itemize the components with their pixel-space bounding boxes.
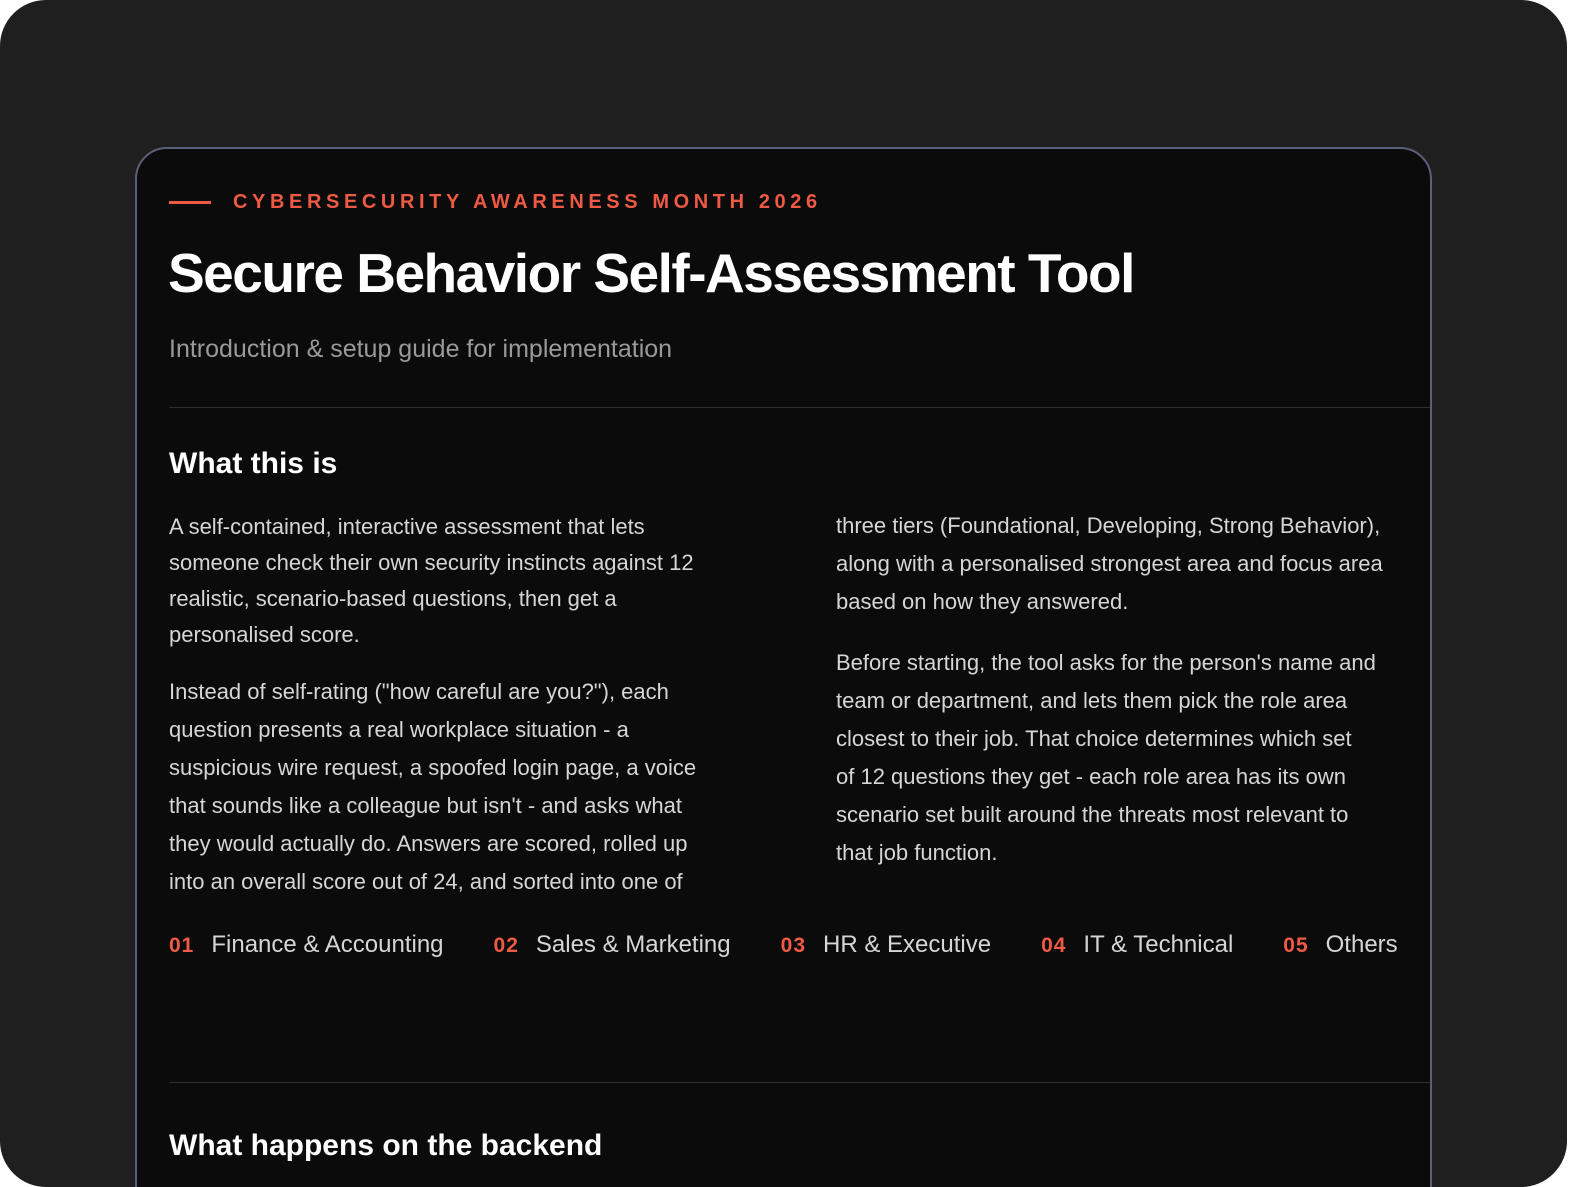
text-line: into an overall score out of 24, and sorted into one of <box>169 869 683 894</box>
role-item-hr <box>781 931 991 959</box>
role-number: 03 <box>780 934 806 957</box>
text-line: that job function. <box>836 840 998 865</box>
role-label: Finance & Accounting <box>211 931 444 958</box>
role-number: 04 <box>1041 934 1067 957</box>
text-line: scenario set built around the threats most relevant to <box>836 802 1349 827</box>
role-label: Others <box>1325 931 1398 958</box>
text-line: suspicious wire request, a spoofed login page, a voice <box>169 755 697 780</box>
eyebrow-text: CYBERSECURITY AWARENESS MONTH 2026 <box>233 191 822 213</box>
text-line: team or department, and lets them pick the role area <box>836 688 1348 713</box>
role-item-sales <box>494 931 731 959</box>
intro-paragraph-3 <box>836 507 1432 621</box>
page-subtitle: Introduction & setup guide for implementation <box>169 335 673 363</box>
text-line: realistic, scenario-based questions, then get a <box>169 586 617 611</box>
intro-paragraph-2 <box>169 673 769 901</box>
role-label: HR & Executive <box>823 931 992 958</box>
role-item-it <box>1041 931 1233 959</box>
section-heading-backend: What happens on the backend <box>169 1129 603 1162</box>
page-title: Secure Behavior Self-Assessment Tool <box>168 242 1134 304</box>
role-item-finance <box>169 931 444 959</box>
text-line: Instead of self-rating ("how careful are you?"), each <box>169 679 669 704</box>
text-line: based on how they answered. <box>836 589 1129 614</box>
text-line: personalised score. <box>169 622 360 647</box>
role-number: 01 <box>169 934 195 957</box>
role-item-others <box>1283 931 1397 959</box>
text-line: three tiers (Foundational, Developing, Strong Behavior), <box>836 513 1381 538</box>
text-line: they would actually do. Answers are scored, rolled up <box>169 831 688 856</box>
eyebrow <box>169 191 822 214</box>
role-number: 02 <box>493 934 519 957</box>
content-card <box>135 147 1432 1187</box>
text-line: A self-contained, interactive assessment that lets <box>169 514 645 539</box>
text-line: that sounds like a colleague but isn't - and asks what <box>169 793 682 818</box>
text-line: closest to their job. That choice determines which set <box>836 726 1352 751</box>
role-label: IT & Technical <box>1083 931 1234 958</box>
section-heading-what-this-is: What this is <box>169 447 338 480</box>
text-line: someone check their own security instincts against 12 <box>169 550 694 575</box>
text-line: Before starting, the tool asks for the person's name and <box>836 650 1376 675</box>
section-divider <box>169 407 1430 408</box>
role-area-list <box>169 931 1398 959</box>
intro-paragraph-4 <box>836 644 1432 872</box>
text-line: of 12 questions they get - each role area has its own <box>836 764 1346 789</box>
intro-left-column <box>169 509 769 901</box>
text-line: along with a personalised strongest area and focus area <box>836 551 1383 576</box>
intro-paragraph-1 <box>169 509 769 653</box>
text-line: question presents a real workplace situation - a <box>169 717 629 742</box>
section-divider <box>169 1082 1430 1083</box>
role-label: Sales & Marketing <box>535 931 731 958</box>
intro-right-column <box>836 507 1432 872</box>
role-number: 05 <box>1283 934 1309 957</box>
eyebrow-accent-line <box>169 201 211 204</box>
